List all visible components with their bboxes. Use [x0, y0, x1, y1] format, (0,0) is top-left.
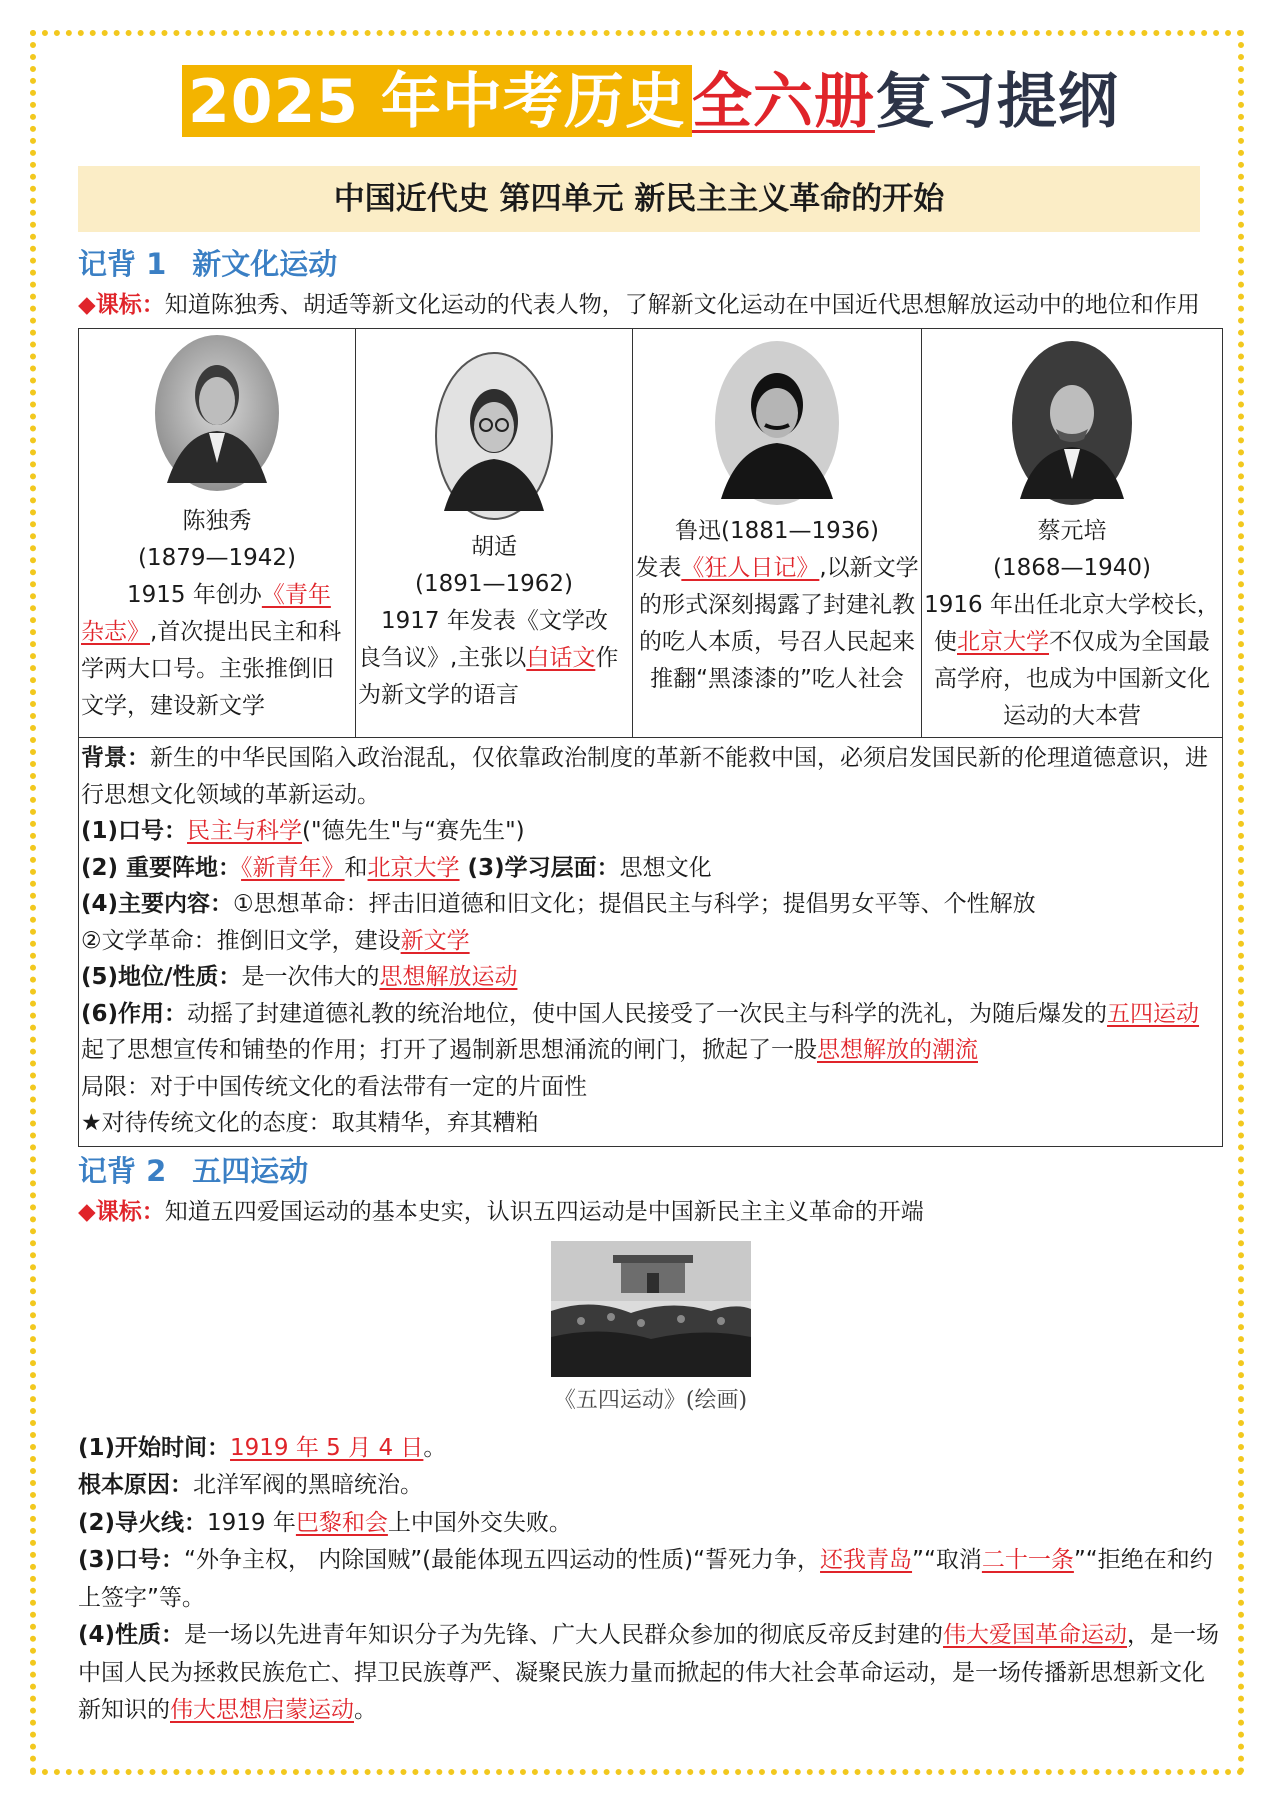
figure-years-hu: (1891—1962): [414, 571, 573, 597]
hl-baihuawen: 白话文: [526, 645, 596, 671]
document-page: [78, 58, 1223, 1730]
may-fourth-painting-image: [551, 1241, 751, 1377]
nature-2-line: (4)性质：是一场以先进青年知识分子为先锋、广大人民群众参加的彻底反帝反封建的伟大爱国革命运动，是一场中国人民为拯救民族危亡、捍卫民族尊严、凝聚民族力量而掀起的伟大社会革命运动，是一场传播新思想新文化新知识的伟大思想启蒙运动。: [78, 1622, 1220, 1723]
figure-years-cai: (1868—1940): [992, 555, 1151, 581]
figure-desc-cai: 1916 年出任北京大学校长，使北京大学不仅成为全国最高学府，也成为中国新文化运动的大本营: [924, 592, 1220, 729]
content-line-2: ②文学革命：推倒旧文学，建设新文学: [81, 927, 470, 954]
section-2-title: 五四运动: [192, 1153, 309, 1188]
slogan-2-line: (3)口号：“外争主权， 内除国贼”(最能体现五四运动的性质)“誓死力争，还我青岛”“取消二十一条”“拒绝在和约上签字”等。: [78, 1547, 1213, 1611]
painting-caption: 《五四运动》(绘画): [553, 1387, 748, 1413]
figure-cell-chen: [79, 329, 356, 738]
document-title: [78, 58, 1223, 158]
hl-kuangren-riji: 《狂人日记》: [681, 555, 820, 581]
portrait-cai-photo: [1010, 339, 1134, 507]
fuse-line: (2)导火线：1919 年巴黎和会上中国外交失败。: [78, 1509, 572, 1536]
section-1-standard: [78, 286, 1223, 324]
figure-name-chen: 陈独秀: [182, 508, 252, 534]
section-1-title: 新文化运动: [192, 247, 338, 281]
figures-table: [78, 328, 1223, 738]
section-2-heading: [78, 1149, 1223, 1193]
may-fourth-points: [78, 1430, 1223, 1730]
root-cause-line: 根本原因：北洋军阀的黑暗统治。: [78, 1472, 423, 1498]
portrait-chen-photo: [153, 333, 281, 493]
limit-line: 局限：对于中国传统文化的看法带有一定的片面性: [81, 1073, 587, 1100]
standard-tag-2: ◆课标：: [78, 1198, 165, 1225]
standard-text: 知道陈独秀、胡适等新文化运动的代表人物，了解新文化运动在中国近代思想解放运动中的地位和作用: [164, 292, 1200, 318]
figure-cell-cai: [922, 329, 1223, 738]
slogan-line: (1)口号：民主与科学("德先生"与“赛先生"): [81, 818, 525, 844]
portrait-lu-photo: [713, 339, 841, 507]
figure-desc-hu: 1917 年发表《文学改良刍议》,主张以白话文作为新文学的语言: [358, 608, 619, 708]
portrait-hu-photo: [434, 351, 554, 521]
may-fourth-painting: [78, 1241, 1223, 1414]
figure-cell-hu: [356, 329, 633, 738]
section-2-standard: [78, 1193, 1223, 1231]
attitude-line: ★对待传统文化的态度：取其精华，弃其糟粕: [81, 1110, 539, 1136]
figure-cell-lu: [633, 329, 922, 738]
standard-tag: ◆课标：: [78, 292, 165, 318]
figure-name-cai: 蔡元培: [1037, 518, 1107, 544]
figure-name-hu: 胡适: [471, 534, 517, 560]
title-part-3: 复习提纲: [874, 67, 1119, 137]
movement-summary-box: [78, 738, 1223, 1147]
title-part-1: 2025 年中考历史: [182, 65, 692, 137]
figure-name-lu: 鲁迅(1881—1936): [674, 518, 879, 544]
figure-desc-lu: 发表《狂人日记》,以新文学的形式深刻揭露了封建礼教的吃人本质，号召人民起来推翻“黑漆漆的”吃人社会: [635, 555, 919, 692]
content-line-1: (4)主要内容：①思想革命：抨击旧道德和旧文化；提倡民主与科学；提倡男女平等、个性解放: [81, 891, 1036, 917]
hl-qingnian-zazhi: 《青年杂志》: [81, 582, 331, 645]
background-line: 背景：新生的中华民国陷入政治混乱，仅依靠政治制度的革新不能救中国，必须启发国民新的伦理道德意识，进行思想文化领域的革新运动。: [81, 745, 1208, 808]
unit-heading: 中国近代史 第四单元 新民主主义革命的开始: [78, 166, 1200, 232]
effect-line: (6)作用：动摇了封建道德礼教的统治地位，使中国人民接受了一次民主与科学的洗礼，为随后爆发的五四运动起了思想宣传和铺垫的作用；打开了遏制新思想涌流的闸门，掀起了一股思想解放的潮流: [81, 1000, 1200, 1063]
base-line: (2) 重要阵地：《新青年》和北京大学 (3)学习层面：思想文化: [81, 854, 712, 881]
title-part-2: 全六册: [691, 67, 875, 137]
section-1-num: 记背 1: [78, 247, 167, 281]
standard-text-2: 知道五四爱国运动的基本史实，认识五四运动是中国新民主主义革命的开端: [164, 1198, 924, 1225]
nature-line: (5)地位/性质：是一次伟大的思想解放运动: [81, 964, 518, 990]
figure-desc-chen: 1915 年创办《青年杂志》,首次提出民主和科学两大口号。主张推倒旧文学，建设新文学: [81, 582, 342, 719]
figure-years-chen: (1879—1942): [137, 545, 296, 571]
hl-beijing-daxue: 北京大学: [957, 629, 1049, 655]
section-2-num: 记背 2: [78, 1153, 167, 1188]
section-1-heading: [78, 242, 1223, 286]
start-time-line: (1)开始时间：1919 年 5 月 4 日。: [78, 1434, 447, 1461]
